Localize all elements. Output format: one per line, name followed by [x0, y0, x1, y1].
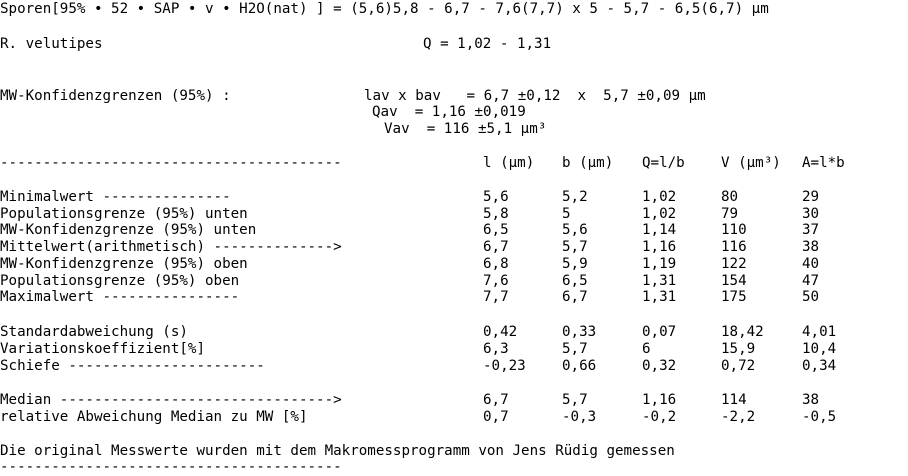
cell-v: 80 — [721, 189, 739, 205]
cell-l: 7,6 — [483, 273, 509, 289]
column-header-v: V (µm³) — [721, 155, 781, 171]
confidence-vav: Vav = 116 ±5,1 µm³ — [384, 121, 547, 137]
cell-l: 0,7 — [483, 409, 509, 425]
row-label: Minimalwert --------------- — [0, 189, 231, 205]
column-header-l: l (µm) — [483, 155, 535, 171]
cell-a: -0,5 — [802, 409, 837, 425]
cell-q: 0,32 — [642, 358, 677, 374]
cell-v: 0,72 — [721, 358, 756, 374]
cell-q: 0,07 — [642, 324, 677, 340]
cell-b: 6,7 — [562, 289, 588, 305]
cell-v: 110 — [721, 222, 747, 238]
title-line: Sporen[95% • 52 • SAP • v • H2O(nat) ] = (5,6)5,8 - 6,7 - 7,6(7,7) x 5 - 5,7 - 6,5(6,7) µm — [0, 1, 769, 17]
cell-b: 5,7 — [562, 392, 588, 408]
cell-a: 40 — [802, 256, 820, 272]
cell-v: 18,42 — [721, 324, 764, 340]
row-label: MW-Konfidenzgrenze (95%) oben — [0, 256, 248, 272]
row-label: Maximalwert ---------------- — [0, 289, 240, 305]
cell-b: 5,7 — [562, 239, 588, 255]
cell-q: 6 — [642, 341, 651, 357]
cell-l: 6,5 — [483, 222, 509, 238]
footer-note: Die original Messwerte wurden mit dem Makromessprogramm von Jens Rüdig gemessen — [0, 443, 675, 459]
confidence-lav-bav: lav x bav = 6,7 ±0,12 x 5,7 ±0,09 µm — [364, 88, 706, 104]
cell-v: 114 — [721, 392, 747, 408]
cell-b: 0,66 — [562, 358, 597, 374]
cell-b: 5,7 — [562, 341, 588, 357]
cell-q: 1,31 — [642, 273, 677, 289]
cell-l: 5,6 — [483, 189, 509, 205]
cell-a: 0,34 — [802, 358, 837, 374]
cell-l: 6,7 — [483, 392, 509, 408]
cell-q: 1,19 — [642, 256, 677, 272]
cell-a: 50 — [802, 289, 820, 305]
cell-b: 0,33 — [562, 324, 597, 340]
cell-v: 15,9 — [721, 341, 756, 357]
cell-q: 1,14 — [642, 222, 677, 238]
cell-b: 5,9 — [562, 256, 588, 272]
cell-q: 1,16 — [642, 392, 677, 408]
cell-a: 4,01 — [802, 324, 837, 340]
cell-a: 30 — [802, 206, 820, 222]
cell-a: 38 — [802, 239, 820, 255]
column-header-b: b (µm) — [562, 155, 614, 171]
cell-b: -0,3 — [562, 409, 597, 425]
row-label: Median --------------------------------> — [0, 392, 342, 408]
cell-q: 1,16 — [642, 239, 677, 255]
column-header-a: A=l*b — [802, 155, 845, 171]
cell-v: 175 — [721, 289, 747, 305]
species-name: R. velutipes — [0, 36, 103, 52]
row-label: Populationsgrenze (95%) oben — [0, 273, 240, 289]
cell-v: 122 — [721, 256, 747, 272]
table-separator: ---------------------------------------- — [0, 155, 342, 171]
cell-v: 154 — [721, 273, 747, 289]
cell-l: -0,23 — [483, 358, 526, 374]
cell-a: 29 — [802, 189, 820, 205]
cell-a: 38 — [802, 392, 820, 408]
cell-l: 6,7 — [483, 239, 509, 255]
cell-a: 10,4 — [802, 341, 837, 357]
cell-l: 7,7 — [483, 289, 509, 305]
cell-v: -2,2 — [721, 409, 756, 425]
row-label: MW-Konfidenzgrenze (95%) unten — [0, 222, 257, 238]
cell-q: 1,02 — [642, 189, 677, 205]
cell-l: 0,42 — [483, 324, 518, 340]
row-label: Variationskoeffizient[%] — [0, 341, 205, 357]
row-label: Populationsgrenze (95%) unten — [0, 206, 248, 222]
cell-q: 1,02 — [642, 206, 677, 222]
row-label: Standardabweichung (s) — [0, 324, 188, 340]
confidence-qav: Qav = 1,16 ±0,019 — [372, 104, 526, 120]
row-label: Mittelwert(arithmetisch) --------------> — [0, 239, 342, 255]
cell-b: 6,5 — [562, 273, 588, 289]
row-label: relative Abweichung Median zu MW [%] — [0, 409, 308, 425]
cell-a: 47 — [802, 273, 820, 289]
confidence-label: MW-Konfidenzgrenzen (95%) : — [0, 88, 231, 104]
cell-q: 1,31 — [642, 289, 677, 305]
cell-v: 116 — [721, 239, 747, 255]
cell-a: 37 — [802, 222, 820, 238]
row-label: Schiefe ----------------------- — [0, 358, 265, 374]
cell-b: 5 — [562, 206, 571, 222]
cell-q: -0,2 — [642, 409, 677, 425]
cell-l: 6,8 — [483, 256, 509, 272]
cell-b: 5,6 — [562, 222, 588, 238]
q-range: Q = 1,02 - 1,31 — [423, 36, 552, 52]
cell-l: 6,3 — [483, 341, 509, 357]
cell-v: 79 — [721, 206, 739, 222]
cell-l: 5,8 — [483, 206, 509, 222]
footer-separator: ---------------------------------------- — [0, 459, 342, 475]
column-header-q: Q=l/b — [642, 155, 685, 171]
cell-b: 5,2 — [562, 189, 588, 205]
